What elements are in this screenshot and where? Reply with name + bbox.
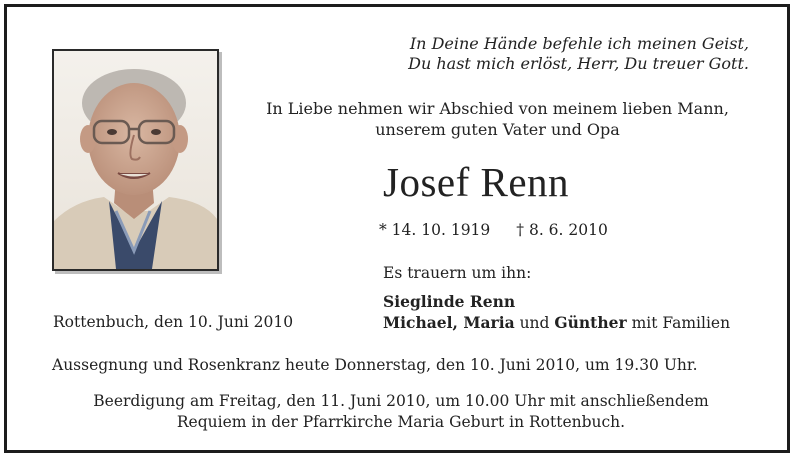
burial-info bbox=[52, 391, 750, 433]
children-names-1: Michael, Maria bbox=[383, 313, 515, 332]
children-line bbox=[383, 313, 730, 332]
portrait-image bbox=[54, 51, 217, 269]
spouse-name: Sieglinde Renn bbox=[383, 292, 516, 311]
bible-verse bbox=[408, 34, 749, 74]
burial-line-1: Beerdigung am Freitag, den 11. Juni 2010, um 10.00 Uhr mit anschließendem bbox=[93, 392, 709, 410]
ceremony-info: Aussegnung und Rosenkranz heute Donnerstag, den 10. Juni 2010, um 19.30 Uhr. bbox=[52, 356, 698, 374]
and-word: und bbox=[519, 314, 550, 332]
families-suffix: mit Familien bbox=[631, 314, 731, 332]
place-and-date: Rottenbuch, den 10. Juni 2010 bbox=[53, 313, 294, 331]
portrait-photo bbox=[52, 49, 219, 271]
death-date: † 8. 6. 2010 bbox=[516, 221, 608, 239]
intro-line-2: unserem guten Vater und Opa bbox=[375, 120, 620, 139]
children-names-2: Günther bbox=[554, 313, 627, 332]
birth-date: * 14. 10. 1919 bbox=[379, 221, 491, 239]
mourners-heading: Es trauern um ihn: bbox=[383, 264, 532, 282]
burial-line-2: Requiem in der Pfarrkirche Maria Geburt in Rottenbuch. bbox=[176, 413, 626, 431]
verse-line-1: In Deine Hände befehle ich meinen Geist, bbox=[409, 34, 749, 53]
deceased-name: Josef Renn bbox=[383, 159, 570, 205]
life-dates bbox=[379, 220, 608, 240]
verse-line-2: Du hast mich erlöst, Herr, Du treuer Gott. bbox=[408, 54, 749, 73]
farewell-text bbox=[245, 98, 750, 140]
intro-line-1: In Liebe nehmen wir Abschied von meinem lieben Mann, bbox=[266, 99, 729, 118]
